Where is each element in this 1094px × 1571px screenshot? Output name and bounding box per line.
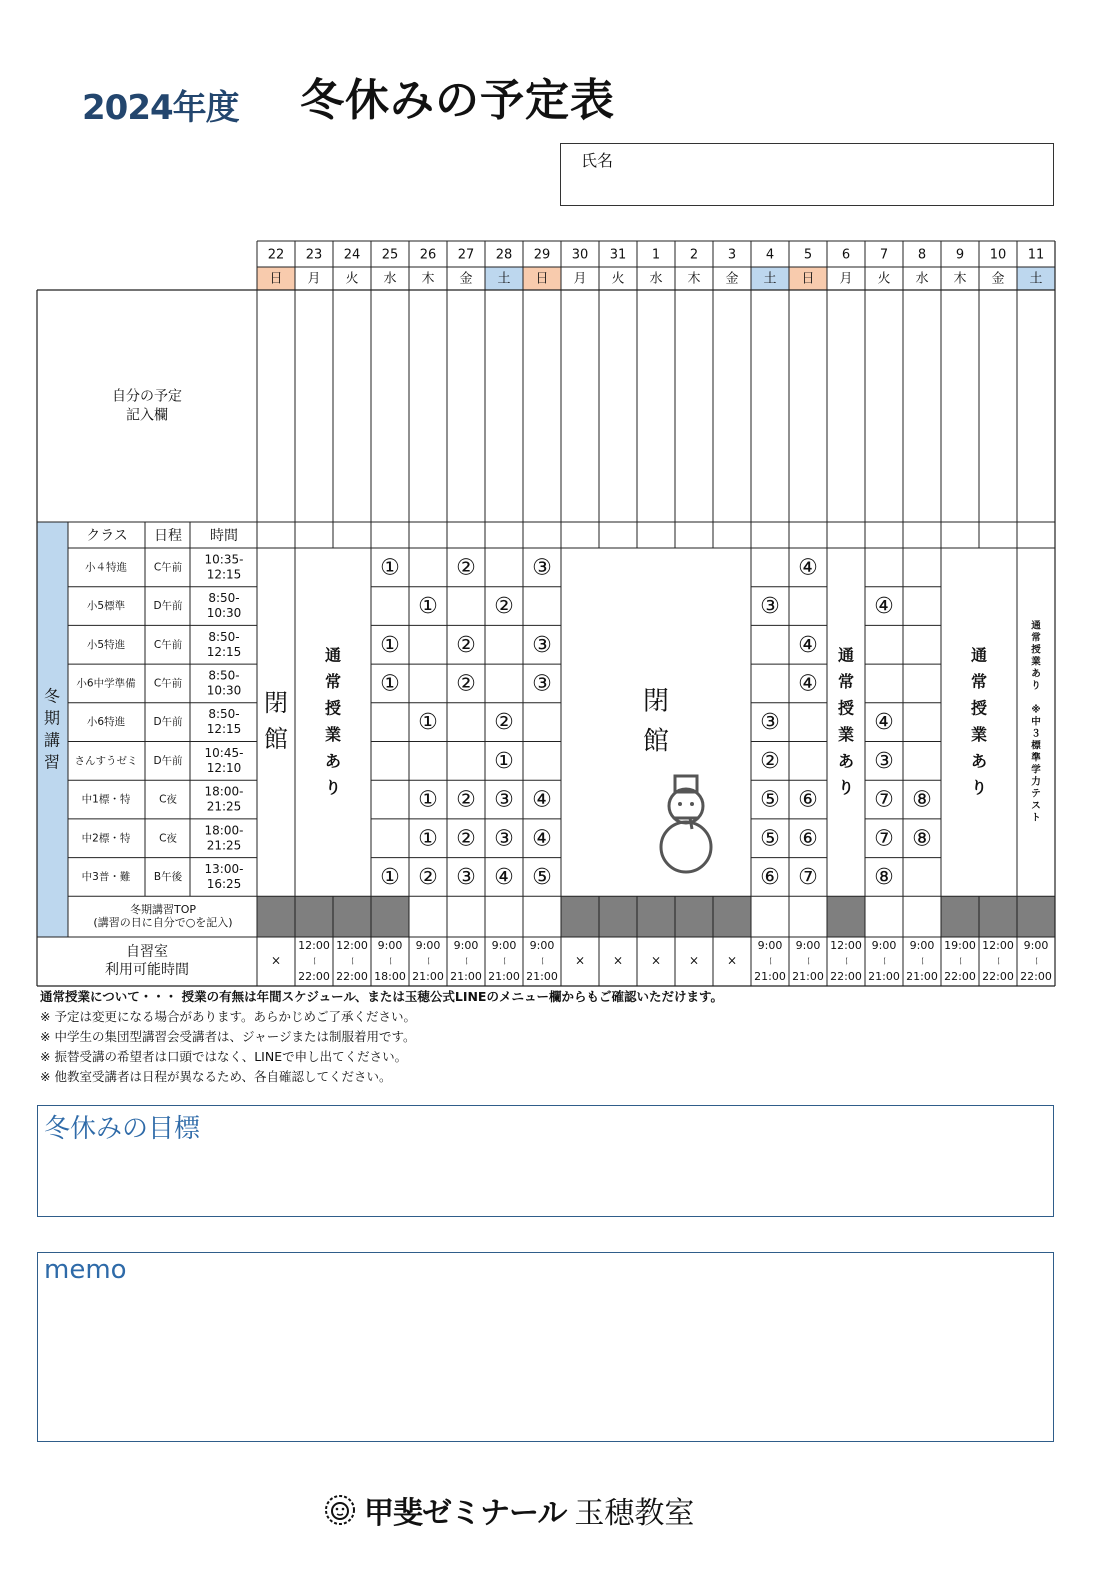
class-time: 8:50- (208, 668, 240, 683)
study-time: × (650, 953, 662, 968)
study-time-start: 9:00 (757, 939, 783, 952)
session-mark: ② (494, 710, 514, 736)
class-time: 10:45- (204, 745, 244, 760)
normal-class-note: ※ (1031, 704, 1041, 716)
class-time: 10:30 (206, 606, 242, 621)
session-mark: ② (456, 632, 476, 658)
date-label: 2 (689, 247, 699, 263)
date-label: 10 (989, 247, 1007, 263)
session-mark: ⑧ (874, 864, 894, 890)
normal-class-label: 通 (837, 645, 855, 665)
session-mark: ④ (874, 594, 894, 620)
class-time: 10:35- (204, 552, 244, 567)
study-time-dash: ー (308, 956, 319, 966)
section-label: 期 (43, 708, 61, 728)
normal-class-note: 中 (1031, 716, 1041, 728)
class-time: 12:15 (206, 722, 242, 737)
snowman-icon (690, 802, 694, 806)
session-mark: ② (456, 787, 476, 813)
study-time: × (726, 953, 738, 968)
date-label: 30 (571, 247, 589, 263)
study-time-start: 12:00 (298, 939, 330, 952)
session-mark: ③ (532, 555, 552, 581)
session-mark: ② (456, 671, 476, 697)
normal-class-label: り (970, 777, 988, 797)
session-mark: ② (456, 826, 476, 852)
weekday-label: 月 (573, 271, 587, 287)
study-time-end: 22:00 (944, 970, 976, 983)
normal-class-note: ト (1031, 812, 1041, 824)
study-time-start: 9:00 (491, 939, 517, 952)
weekday-label: 日 (801, 271, 815, 287)
study-room-label: 自習室 (126, 944, 168, 960)
normal-class-note: 通 (1031, 620, 1041, 632)
normal-class-note: 標 (1031, 740, 1041, 752)
goal-label: 冬休みの目標 (44, 1114, 201, 1144)
session-mark: ⑦ (798, 864, 818, 890)
session-mark: ③ (494, 787, 514, 813)
date-label: 9 (955, 247, 965, 263)
session-mark: ④ (532, 787, 552, 813)
normal-class-note (1031, 693, 1041, 704)
closed-label: 館 (642, 726, 670, 757)
study-time-dash: ー (802, 956, 813, 966)
normal-class-note: 力 (1031, 776, 1041, 788)
note-item: ※ 予定は変更になる場合があります。あらかじめご了承ください。 (40, 1009, 416, 1024)
top-gray-cell (561, 896, 599, 937)
weekday-label: 土 (497, 271, 511, 287)
normal-class-note: テ (1031, 788, 1041, 800)
date-label: 23 (305, 247, 323, 263)
weekday-label: 火 (877, 271, 891, 287)
study-time-start: 9:00 (529, 939, 555, 952)
study-time-start: 9:00 (909, 939, 935, 952)
study-time-start: 9:00 (1023, 939, 1049, 952)
study-time: × (612, 953, 624, 968)
study-time-start: 9:00 (795, 939, 821, 952)
session-mark: ④ (532, 826, 552, 852)
session-mark: ④ (798, 555, 818, 581)
study-time-dash: ー (1030, 956, 1041, 966)
study-time-start: 19:00 (944, 939, 976, 952)
study-time-end: 21:00 (792, 970, 824, 983)
date-label: 5 (803, 247, 813, 263)
closed-label: 閉 (264, 689, 288, 717)
study-time-dash: ー (422, 956, 433, 966)
date-label: 27 (457, 247, 475, 263)
top-gray-cell (713, 896, 751, 937)
class-slot: D午前 (153, 716, 183, 729)
study-time-dash: ー (346, 956, 357, 966)
study-time-end: 21:00 (754, 970, 786, 983)
study-time-end: 21:00 (450, 970, 482, 983)
memo-label: memo (44, 1255, 127, 1285)
class-time: 21:25 (206, 799, 242, 814)
normal-class-note: 学 (1031, 764, 1041, 776)
class-name: 小6特進 (86, 716, 126, 729)
class-time: 8:50- (208, 591, 240, 606)
study-time-end: 21:00 (868, 970, 900, 983)
date-label: 25 (381, 247, 399, 263)
top-gray-cell (827, 896, 865, 937)
study-time-dash: ー (498, 956, 509, 966)
session-mark: ⑤ (760, 787, 780, 813)
study-time-start: 9:00 (377, 939, 403, 952)
class-time: 10:30 (206, 683, 242, 698)
study-time-start: 9:00 (453, 939, 479, 952)
study-time: × (574, 953, 586, 968)
section-label: 習 (43, 752, 61, 772)
weekday-label: 月 (839, 271, 853, 287)
weekday-label: 日 (269, 271, 283, 287)
normal-class-label: 授 (324, 698, 342, 718)
session-mark: ④ (798, 671, 818, 697)
weekday-label: 水 (915, 271, 929, 287)
date-label: 26 (419, 247, 437, 263)
study-time: × (688, 953, 700, 968)
session-mark: ① (418, 710, 438, 736)
snowman-icon (678, 802, 682, 806)
study-time-end: 18:00 (374, 970, 406, 983)
top-gray-cell (599, 896, 637, 937)
study-time-start: 12:00 (982, 939, 1014, 952)
session-mark: ④ (798, 632, 818, 658)
top-gray-cell (637, 896, 675, 937)
weekday-label: 月 (307, 271, 321, 287)
session-mark: ② (494, 594, 514, 620)
session-mark: ② (760, 748, 780, 774)
normal-class-note: 授 (1031, 644, 1041, 656)
study-time-start: 12:00 (830, 939, 862, 952)
session-mark: ① (380, 632, 400, 658)
class-name: 小４特進 (85, 561, 127, 574)
date-label: 31 (609, 247, 627, 263)
study-time-end: 22:00 (1020, 970, 1052, 983)
top-row-label: 冬期講習TOP (129, 903, 197, 917)
study-time-start: 9:00 (871, 939, 897, 952)
normal-class-label: 授 (837, 698, 855, 718)
col-header-class: クラス (86, 528, 128, 544)
session-mark: ⑤ (760, 826, 780, 852)
date-label: 1 (651, 247, 661, 263)
lion-logo-icon (322, 1492, 358, 1528)
class-slot: C夜 (159, 793, 177, 806)
date-label: 11 (1027, 247, 1045, 263)
class-slot: B午後 (153, 870, 183, 883)
session-mark: ① (380, 864, 400, 890)
class-slot: C夜 (159, 832, 177, 845)
footer (322, 1488, 782, 1532)
study-time-end: 22:00 (982, 970, 1014, 983)
class-slot: D午前 (153, 600, 183, 613)
study-time: × (270, 953, 282, 968)
normal-class-label: り (324, 777, 342, 797)
normal-class-label: 授 (970, 698, 988, 718)
top-gray-cell (941, 896, 979, 937)
normal-class-label: 業 (837, 724, 855, 744)
weekday-label: 土 (763, 271, 777, 287)
session-mark: ④ (874, 710, 894, 736)
session-mark: ③ (532, 671, 552, 697)
session-mark: ③ (760, 594, 780, 620)
session-mark: ③ (760, 710, 780, 736)
study-time-dash: ー (764, 956, 775, 966)
class-time: 16:25 (206, 876, 242, 891)
class-time: 18:00- (204, 784, 244, 799)
weekday-label: 土 (1029, 271, 1043, 287)
session-mark: ③ (874, 748, 894, 774)
weekday-label: 水 (383, 271, 397, 287)
top-gray-cell (371, 896, 409, 937)
study-time-dash: ー (460, 956, 471, 966)
weekday-label: 木 (953, 271, 967, 287)
session-mark: ⑥ (760, 864, 780, 890)
class-time: 8:50- (208, 629, 240, 644)
weekday-label: 金 (991, 271, 1005, 287)
class-slot: D午前 (153, 754, 183, 767)
session-mark: ④ (494, 864, 514, 890)
study-time-start: 9:00 (415, 939, 441, 952)
session-mark: ⑧ (912, 826, 932, 852)
date-label: 7 (879, 247, 889, 263)
class-name: 小6中学準備 (76, 677, 136, 690)
study-time-end: 21:00 (412, 970, 444, 983)
study-room-label: 利用可能時間 (105, 962, 189, 978)
session-mark: ② (418, 864, 438, 890)
normal-class-note: 準 (1031, 752, 1041, 764)
session-mark: ⑤ (532, 864, 552, 890)
col-header-time: 時間 (210, 528, 238, 544)
top-gray-cell (675, 896, 713, 937)
study-time-start: 12:00 (336, 939, 368, 952)
session-mark: ③ (532, 632, 552, 658)
normal-class-label: 業 (970, 724, 988, 744)
note-item: ※ 振替受講の希望者は口頭ではなく、LINEで申し出てください。 (40, 1049, 408, 1064)
class-time: 13:00- (204, 861, 244, 876)
class-name: 中3普・難 (81, 870, 131, 883)
class-name: 小5標準 (86, 600, 126, 613)
study-time-end: 22:00 (830, 970, 862, 983)
weekday-label: 火 (345, 271, 359, 287)
session-mark: ③ (456, 864, 476, 890)
study-time-dash: ー (878, 956, 889, 966)
study-time-dash: ー (536, 956, 547, 966)
note-item: ※ 他教室受講者は日程が異なるため、各自確認してください。 (40, 1069, 392, 1084)
date-label: 8 (917, 247, 927, 263)
session-mark: ① (418, 826, 438, 852)
normal-class-note: 常 (1031, 632, 1041, 644)
col-header-schedule: 日程 (154, 528, 182, 544)
weekday-label: 日 (535, 271, 549, 287)
weekday-label: 木 (421, 271, 435, 287)
page-title: 冬休みの予定表 (300, 75, 615, 126)
top-gray-cell (1017, 896, 1055, 937)
date-label: 3 (727, 247, 737, 263)
normal-class-label: あ (837, 751, 855, 771)
normal-class-note: り (1031, 680, 1041, 692)
session-mark: ⑥ (798, 787, 818, 813)
normal-class-label: 業 (324, 724, 342, 744)
normal-class-note: ３ (1031, 728, 1041, 740)
class-time: 18:00- (204, 823, 244, 838)
date-label: 6 (841, 247, 851, 263)
session-mark: ⑦ (874, 826, 894, 852)
study-time-dash: ー (992, 956, 1003, 966)
school-name: 玉穂教室 (574, 1496, 695, 1531)
class-slot: C午前 (153, 677, 183, 690)
weekday-label: 水 (649, 271, 663, 287)
normal-class-note: ス (1031, 800, 1041, 812)
date-label: 29 (533, 247, 551, 263)
date-label: 28 (495, 247, 513, 263)
section-label: 冬 (43, 686, 61, 706)
class-time: 21:25 (206, 838, 242, 853)
top-gray-cell (333, 896, 371, 937)
normal-class-label: 通 (324, 645, 342, 665)
schedule-label: 記入欄 (126, 407, 168, 424)
top-gray-cell (295, 896, 333, 937)
notes-lead: 通常授業について・・・ 授業の有無は年間スケジュール、または玉穂公式LINEのメニュー欄からもご確認いただけます。 (40, 989, 723, 1004)
session-mark: ⑥ (798, 826, 818, 852)
date-label: 24 (343, 247, 361, 263)
session-mark: ③ (494, 826, 514, 852)
memo-box[interactable] (37, 1252, 1054, 1442)
top-gray-cell (979, 896, 1017, 937)
session-mark: ① (494, 748, 514, 774)
snowman-icon (661, 822, 711, 872)
class-time: 12:15 (206, 567, 242, 582)
session-mark: ① (380, 671, 400, 697)
normal-class-label: 常 (970, 671, 988, 691)
class-slot: C午前 (153, 638, 183, 651)
session-mark: ② (456, 555, 476, 581)
schedule-label: 自分の予定 (112, 388, 182, 405)
class-name: 小5特進 (86, 638, 126, 651)
study-time-dash: ー (840, 956, 851, 966)
normal-class-label: 通 (970, 645, 988, 665)
note-item: ※ 中学生の集団型講習会受講者は、ジャージまたは制服着用です。 (40, 1029, 416, 1044)
session-mark: ① (380, 555, 400, 581)
brand-name: 甲斐ゼミナール (364, 1496, 567, 1531)
section-label: 講 (43, 730, 61, 750)
weekday-label: 木 (687, 271, 701, 287)
normal-class-note: あ (1031, 668, 1041, 680)
study-time-dash: ー (384, 956, 395, 966)
goal-box[interactable] (37, 1105, 1054, 1217)
session-mark: ⑧ (912, 787, 932, 813)
study-time-end: 22:00 (298, 970, 330, 983)
normal-class-label: 常 (837, 671, 855, 691)
class-slot: C午前 (153, 561, 183, 574)
class-time: 8:50- (208, 707, 240, 722)
class-time: 12:15 (206, 644, 242, 659)
year-label: 2024年度 (82, 88, 239, 128)
normal-class-label: あ (324, 751, 342, 771)
study-time-dash: ー (916, 956, 927, 966)
study-time-end: 22:00 (336, 970, 368, 983)
session-mark: ① (418, 787, 438, 813)
top-gray-cell (257, 896, 295, 937)
study-time-dash: ー (954, 956, 965, 966)
closed-label: 閉 (642, 686, 670, 717)
top-row-label: (講習の日に自分で○を記入) (93, 916, 233, 930)
normal-class-note: 業 (1031, 656, 1041, 668)
date-label: 4 (765, 247, 775, 263)
class-name: 中2標・特 (81, 832, 131, 845)
notes (40, 987, 723, 1087)
session-mark: ⑦ (874, 787, 894, 813)
weekday-label: 金 (725, 271, 739, 287)
class-time: 12:10 (206, 760, 242, 775)
class-name: 中1標・特 (81, 793, 131, 806)
date-label: 22 (267, 247, 285, 263)
study-time-end: 21:00 (526, 970, 558, 983)
weekday-label: 火 (611, 271, 625, 287)
session-mark: ① (418, 594, 438, 620)
study-time-end: 21:00 (906, 970, 938, 983)
normal-class-label: 常 (324, 671, 342, 691)
normal-class-label: あ (970, 751, 988, 771)
course-side-band (37, 522, 68, 937)
study-time-end: 21:00 (488, 970, 520, 983)
name-label: 氏名 (581, 151, 614, 170)
normal-class-label: り (837, 777, 855, 797)
closed-label: 館 (264, 725, 288, 753)
weekday-label: 金 (459, 271, 473, 287)
class-name: さんすうゼミ (74, 754, 138, 767)
